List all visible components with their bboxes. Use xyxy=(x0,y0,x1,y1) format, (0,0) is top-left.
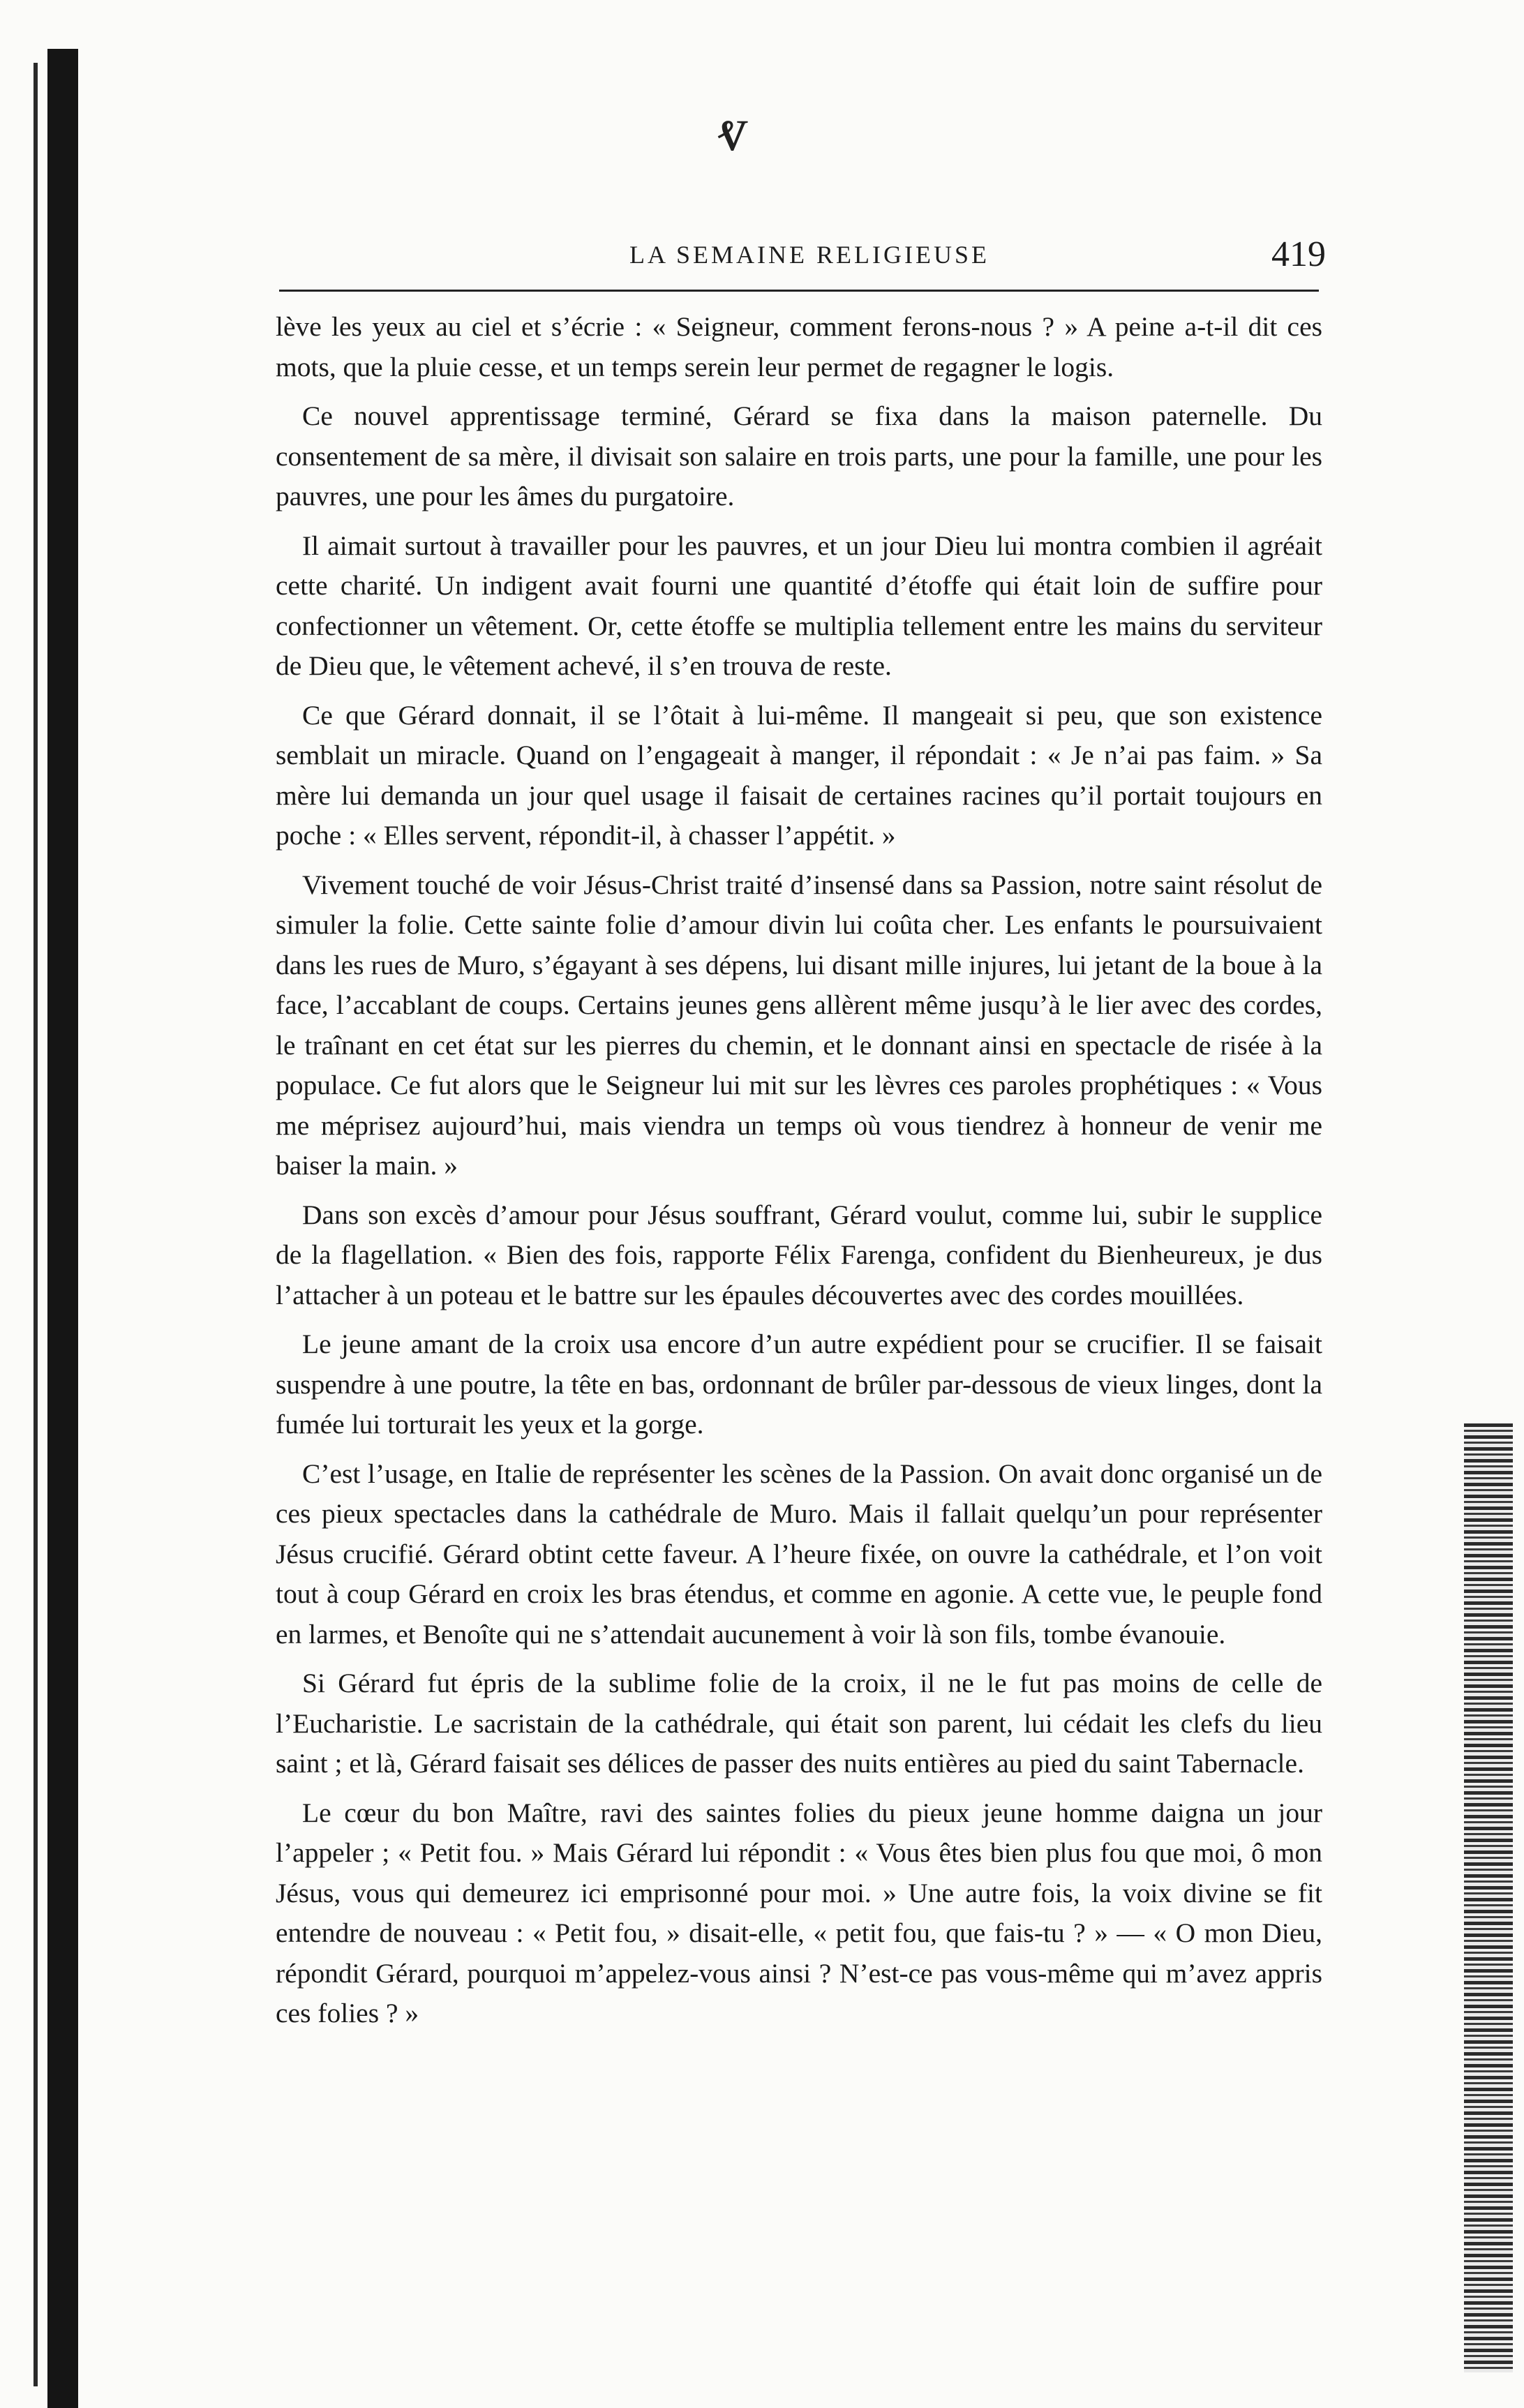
paragraph: Ce que Gérard donnait, il se l’ôtait à lui-même. Il mangeait si peu, que son existence semblait un miracle. Quand on l’engageait à manger, il répondait : « Je n’ai pas faim. » Sa mère lui demanda un jour quel usage il faisait de certaines racines qu’il portait toujours en poche : « Elles servent, répondit-il, à chasser l’appétit. » xyxy=(276,699,1322,851)
paragraph: Le cœur du bon Maître, ravi des saintes folies du pieux jeune homme daigna un jour l’appeler ; « Petit fou. » Mais Gérard lui répondit : « Vous êtes bien plus fou que moi, ô mon Jésus, vous qui demeurez ici emprisonné pour moi. » Une autre fois, la voix divine se fit entendre de nouveau : « Petit fou, » disait-elle, « petit fou, que fais-tu ? » — « O mon Dieu, répondit Gérard, pourquoi m’appelez-vous ainsi ? N’est-ce pas vous-même qui m’avez appris ces folies ? » xyxy=(276,1797,1322,2028)
page-number: 419 xyxy=(1271,234,1326,274)
scan-margin-noise xyxy=(1464,1423,1513,2372)
paragraph: Si Gérard fut épris de la sublime folie de la croix, il ne le fut pas moins de celle de l’Eucharistie. Le sacristain de la cathédrale, qui était son parent, lui cédait les clefs du lieu saint ; et là, Gérard faisait ses délices de passer des nuits entières au pied du saint Tabernacle. xyxy=(276,1668,1322,1779)
running-title: LA SEMAINE RELIGIEUSE xyxy=(629,241,989,269)
paragraph: lève les yeux au ciel et s’écrie : « Seigneur, comment ferons-nous ? » A peine a-t-il dit ces mots, que la pluie cesse, et un temps serein leur permet de regagner le logis. xyxy=(276,311,1322,382)
ornament-mark: ⱴ xyxy=(717,92,748,165)
paragraph: Ce nouvel apprentissage terminé, Gérard se fixa dans la maison paternelle. Du consentement de sa mère, il divisait son salaire en trois parts, une pour la famille, une pour les pauvres, une pour les âmes du purgatoire. xyxy=(276,401,1322,511)
paragraph: Le jeune amant de la croix usa encore d’un autre expédient pour se crucifier. Il se faisait suspendre à une poutre, la tête en bas, ordonnant de brûler par-dessous de vieux linges, dont la fumée lui torturait les yeux et la gorge. xyxy=(276,1329,1322,1439)
paragraph: C’est l’usage, en Italie de représenter les scènes de la Passion. On avait donc organisé un de ces pieux spectacles dans la cathédrale de Muro. Mais il fallait quelqu’un pour représenter Jésus crucifié. Gérard obtint cette faveur. A l’heure fixée, on ouvre la cathédrale, et l’on voit tout à coup Gérard en croix les bras étendus, et comme en agonie. A cette vue, le peuple fond en larmes, et Benoîte qui ne s’attendait aucunement à voir là son fils, tombe évanouie. xyxy=(276,1458,1322,1650)
binding-edge xyxy=(47,49,78,2408)
paragraph: Il aimait surtout à travailler pour les pauvres, et un jour Dieu lui montra combien il agréait cette charité. Un indigent avait fourni une quantité d’étoffe qui était loin de suffire pour confectionner un vêtement. Or, cette étoffe se multiplia tellement entre les mains du serviteur de Dieu que, le vêtement achevé, il s’en trouva de reste. xyxy=(276,530,1322,681)
paragraph: Vivement touché de voir Jésus-Christ traité d’insensé dans sa Passion, notre saint résolut de simuler la folie. Cette sainte folie d’amour divin lui coûta cher. Les enfants le poursuivaient dans les rues de Muro, s’égayant à ses dépens, lui disant mille injures, lui jetant de la boue à la face, l’accablant de coups. Certains jeunes gens allèrent même jusqu’à le lier avec des cordes, le traînant en cet état sur les pierres du chemin, et le donnant ainsi en spectacle de risée à la populace. Ce fut alors que le Seigneur lui mit sur les lèvres ces paroles prophétiques : « Vous me méprisez aujourd’hui, mais viendra un temps où vous tiendrez à honneur de venir me baiser la main. » xyxy=(276,869,1322,1181)
binding-shadow xyxy=(33,63,38,2386)
header-rule xyxy=(279,290,1319,292)
paragraph: Dans son excès d’amour pour Jésus souffrant, Gérard voulut, comme lui, subir le supplice de la flagellation. « Bien des fois, rapporte Félix Farenga, confident du Bienheureux, je dus l’attacher à un poteau et le battre sur les épaules découvertes avec des cordes mouillées. xyxy=(276,1199,1322,1310)
page-header xyxy=(279,230,1340,279)
article-body xyxy=(276,307,1322,2043)
